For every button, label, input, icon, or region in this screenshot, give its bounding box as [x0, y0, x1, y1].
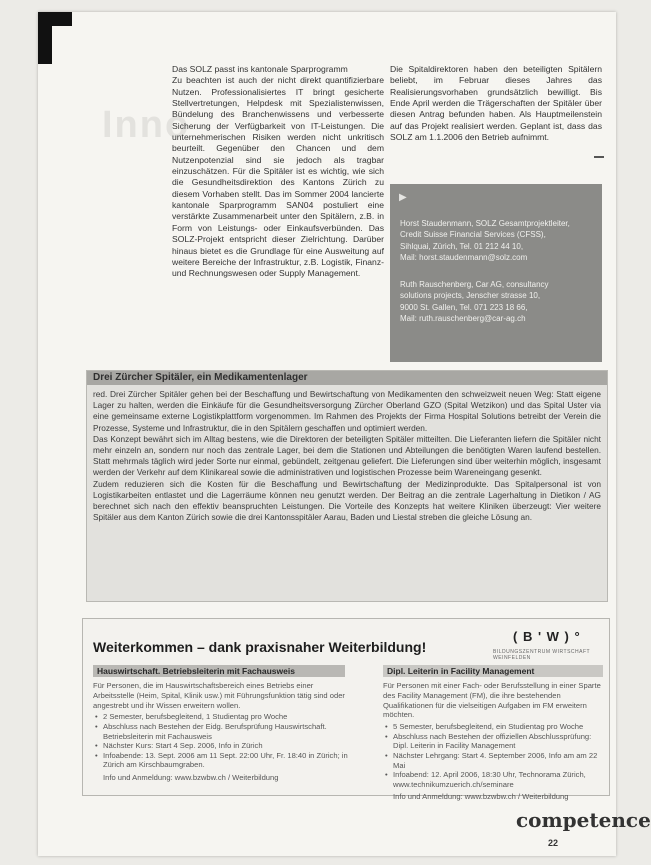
end-mark	[594, 156, 604, 158]
competence-logo: competence	[516, 808, 651, 832]
box-paragraph: red. Drei Zürcher Spitäler gehen bei der Beschaffung und Bewirtschaftung von Medikamenten den schweizweit neuen Weg: Statt eigene Lager zu halten, werden die Einkäufe für die Gesundheitsversorgung Zürcher Oberland GZO (Spital Wetzikon) und das Spital Uster via eine gemeinsame externe Logistikplattform vorgenommen. Im Rahmen des Projekts der Firma Hospital Solutions betreibt der Verein die Prozesse, Systeme und Infrastruktur, die in den Spitälern geschaffen und optimiert werden.	[93, 389, 601, 433]
list-item: • 2 Semester, berufsbegleitend, 1 Studientag pro Woche	[93, 712, 351, 722]
article-paragraph: Zu beachten ist auch der nicht direkt quantifizierbare Nutzen. Professionalisiertes IT bringt gesicherte Stellvertretungen, Helpdesk mit Spezialistenwissen, Bündelung des Branchenwissens und verbesserte Sicherung der Verfügbarkeit von IT-Leistungen. Die unternehmerischen Risiken werden nicht unkritisch beurteilt. Gegenüber den Chancen und dem Nutzenpotenzial sind sie jedoch als tragbar einzuschätzen. Für die Spitäler ist es wichtig, wie sich die Gesundheitsdirektion des Kantons Zürich zu diesem Vorhaben stellt. Das im Sommer 2004 lancierte kantonale Sparprogramm SAN04 postuliert eine verstärkte Zusammenarbeit unter den Spitälern, z.B. in Form von Leistungs- oder Einkaufsverbünden. Das SOLZ-Projekt entspricht dieser Zielrichtung. Darüber hinaus bietet es die Grundlage für eine Ausweitung auf weitere Bereiche der Infrastruktur, z.B. Logistik, Finanz- und Rechnungswesen oder Supply Management.	[172, 75, 384, 279]
bzw-logo-subtitle: BILDUNGSZENTRUM WIRTSCHAFT WEINFELDEN	[493, 649, 590, 661]
magazine-page	[38, 12, 651, 856]
list-item: • Nächster Kurs: Start 4 Sep. 2006, Info in Zürich	[93, 741, 351, 751]
contact-block-2: Ruth Rauschenberg, Car AG, consultancy solutions projects, Jenscher strasse 10, 9000 St. Gallen, Tel. 071 223 18 66, Mail: ruth.rauschenberg@car-ag.ch	[400, 279, 596, 324]
contact-email[interactable]: Mail: ruth.rauschenberg@car-ag.ch	[400, 313, 526, 323]
box-content	[93, 389, 601, 523]
list-item: • Abschluss nach Bestehen der offiziellen Abschlussprüfung: Dipl. Leiterin in Facility Management	[383, 732, 603, 751]
course-list	[93, 712, 351, 770]
bzw-logo: ( B ' W ) °	[513, 629, 581, 644]
arrow-icon: ▶	[399, 192, 407, 203]
course-right	[383, 681, 603, 802]
article-right-column	[390, 64, 602, 143]
course-heading-right: Dipl. Leiterin in Facility Management	[383, 665, 603, 677]
contact-email[interactable]: Mail: horst.staudenmann@solz.com	[400, 252, 528, 262]
course-heading-left: Hauswirtschaft. Betriebsleiterin mit Fachausweis	[93, 665, 345, 677]
article-subheading: Das SOLZ passt ins kantonale Sparprogramm	[172, 64, 348, 74]
contact-block-1: Horst Staudenmann, SOLZ Gesamtprojektleiter, Credit Suisse Financial Services (CFSS), Sihlquai, Zürich, Tel. 01 212 44 10, Mail: horst.staudenmann@solz.com	[400, 218, 596, 263]
course-intro: Für Personen mit einer Fach- oder Berufsstellung in einer Sparte des Facility Management (FM), die ihre bestehenden Qualifikationen für die vielseitigen Aufgaben im FM erweitern möchten.	[383, 681, 601, 720]
corner-mark	[38, 12, 72, 64]
box-paragraph: Das Konzept bewährt sich im Alltag bestens, wie die Direktoren der beteiligten Spitäler mitteilten. Die Lieferanten liefern die Spitäler nicht mehr einzeln an, sondern nur noch das zentrale Lager, bei dem die Stationen und Abteilungen die benötigten Waren laufend bestellen. Statt mehrmals täglich wird jeder Sorte nur einmal, gebündelt, zeitgenau geliefert. Die Lieferungen sind über weiterhin möglich, insgesamt werden der Verkehr auf dem Klinikareal sowie die administrativen und logistischen Prozesse beim Wareneingang gesenkt.	[93, 433, 601, 478]
sidebar-article-box	[86, 370, 608, 602]
list-item: • Infoabende: 13. Sept. 2006 am 11 Sept. 22:00 Uhr, Fr. 18:40 in Zürich; in Zürich am Kirschbaumgraben.	[93, 751, 351, 770]
list-item: • Abschluss nach Bestehen der Eidg. Berufsprüfung Hauswirtschaft. Betriebsleiterin mit Fachausweis	[93, 722, 351, 741]
list-item: • 5 Semester, berufsbegleitend, ein Studientag pro Woche	[383, 722, 603, 732]
ghost-heading: Inno	[102, 104, 191, 146]
list-item: • Infoabend: 12. April 2006, 18:30 Uhr, Technorama Zürich, www.technikumzuerich.ch/seminare	[383, 770, 603, 789]
page-number: 22	[548, 838, 559, 848]
advertisement	[82, 618, 610, 802]
course-intro: Für Personen, die im Hauswirtschaftsbereich eines Betriebs einer Arbeitsstelle (Heim, Spital, Klinik usw.) mit Führungsfunktion tätig sind oder angestrebt und ihr Wissen erweitern wollen.	[93, 681, 345, 710]
course-info-link[interactable]: Info und Anmeldung: www.bzwbw.ch / Weiterbildung	[393, 792, 569, 802]
article-paragraph: Die Spitaldirektoren haben den beteiligten Spitälern beliebt, im Februar dieses Jahres das Realisierungsvorhaben grundsätzlich bewilligt. Bis Ende April werden die Trägerschaften der Spitäler über diesen Antrag befunden haben. Als Hauptmeilenstein auf das Projekt realisiert werden. Geplant ist, dass das SOLZ am 1.1.2006 den Betrieb aufnimmt.	[390, 64, 602, 143]
box-paragraph: Zudem reduzieren sich die Kosten für die Beschaffung und Bewirtschaftung der Medizinprodukte. Das Spitalpersonal ist von Logistikarbeiten entlastet und die Lagerräume können neu genutzt werden. Der Beitrag an die zentrale Lagerhaltung in Dietikon / AG berechnet sich nach den effektiv beanspruchten Leistungen. Die Vorteile des Konzepts hat weitere Kliniken überzeugt: Vier weitere Spitäler aus dem Kanton Zürich sowie die drei Kantonsspitäler Aarau, Baden und Liestal streben die gleiche Lösung an.	[93, 478, 601, 523]
course-left	[93, 681, 351, 783]
contact-box	[390, 184, 602, 362]
course-info-link[interactable]: Info und Anmeldung: www.bzwbw.ch / Weiterbildung	[103, 772, 279, 782]
box-heading: Drei Zürcher Spitäler, ein Medikamentenlager	[93, 372, 308, 383]
article-left-column	[172, 64, 384, 280]
course-list	[383, 722, 603, 789]
ad-title: Weiterkommen – dank praxisnaher Weiterbildung!	[93, 639, 427, 655]
list-item: • Nächster Lehrgang: Start 4. September 2006, Info am am 22 Mai	[383, 751, 603, 770]
